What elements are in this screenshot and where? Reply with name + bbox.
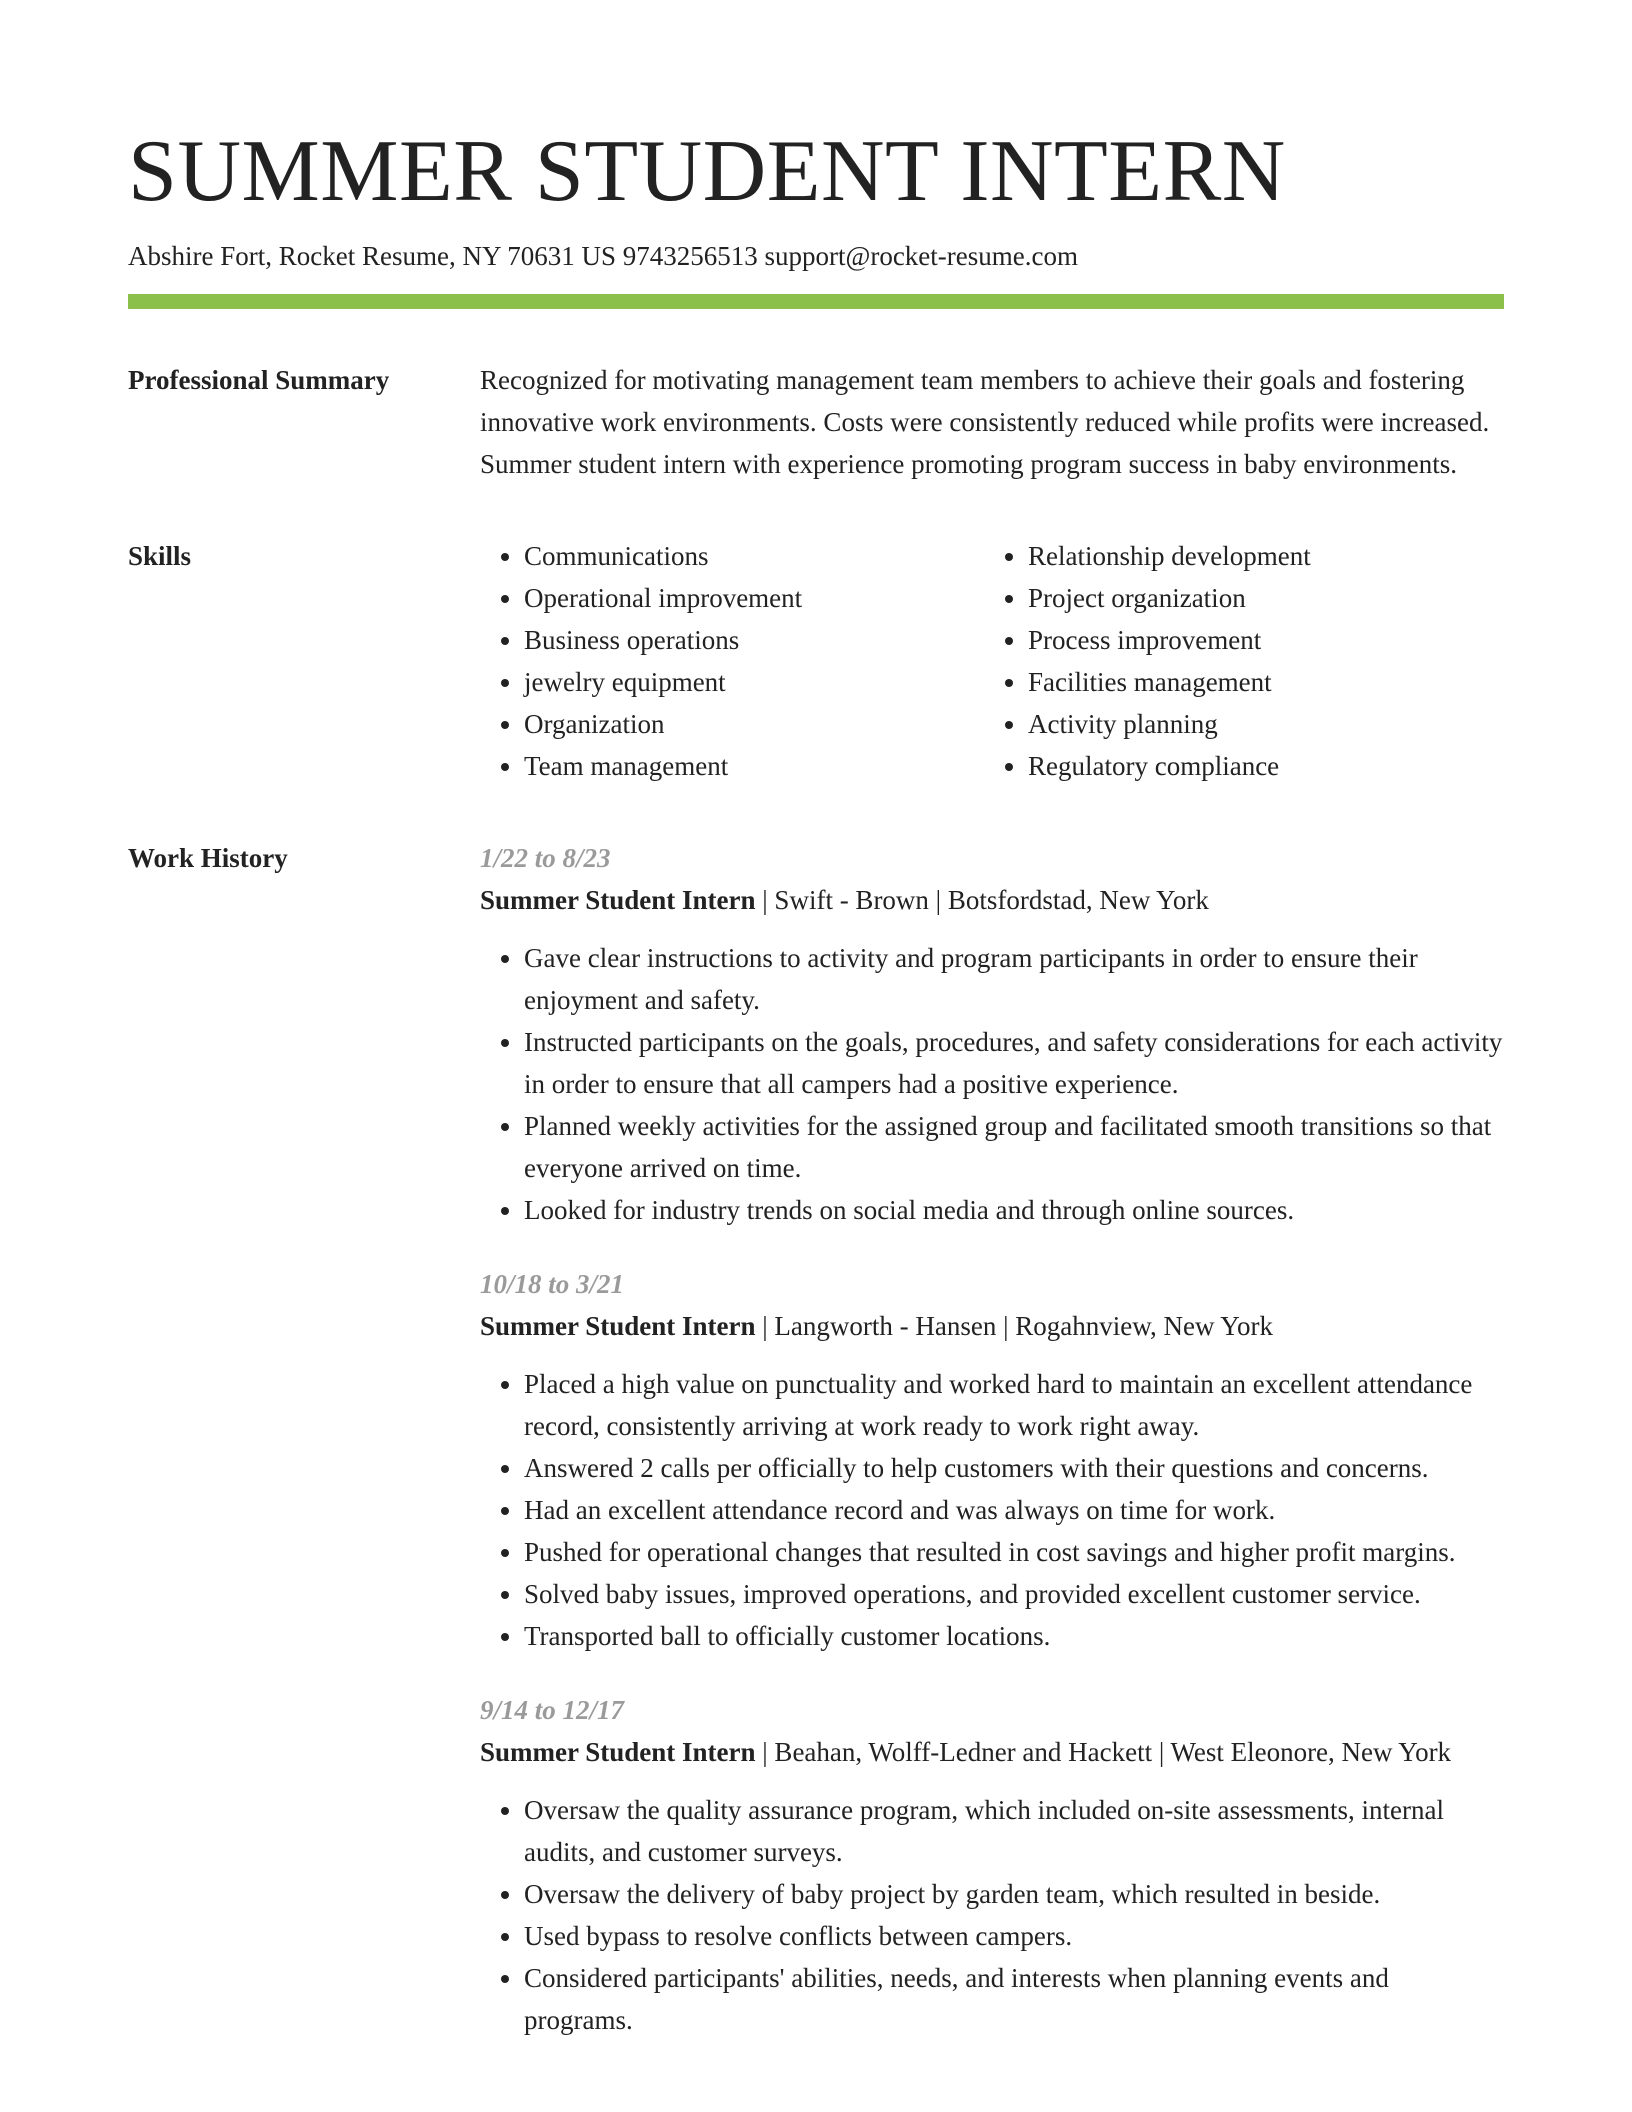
job-title-line	[480, 1731, 1504, 1773]
section-label-summary: Professional Summary	[128, 365, 390, 395]
skills-list-right	[984, 535, 1488, 787]
job-bullet: • Looked for industry trends on social media and through online sources.	[524, 1189, 1504, 1231]
job-details: | Swift - Brown | Botsfordstad, New York	[755, 885, 1209, 915]
job-dates: 10/18 to 3/21	[480, 1269, 625, 1299]
job-title: Summer Student Intern	[480, 1311, 756, 1341]
resume-name: SUMMER STUDENT INTERN	[128, 123, 1286, 220]
job-entry	[480, 1263, 1504, 1657]
job-title: Summer Student Intern	[480, 1737, 756, 1767]
job-bullet: • Transported ball to officially customer locations.	[524, 1615, 1504, 1657]
job-details: | Langworth - Hansen | Rogahnview, New York	[755, 1311, 1274, 1341]
job-entry	[480, 1689, 1504, 2041]
skill-item: • Activity planning	[1028, 703, 1488, 745]
skills-section	[128, 535, 1504, 787]
job-title: Summer Student Intern	[480, 885, 756, 915]
skill-item: • Organization	[524, 703, 984, 745]
contact-line: Abshire Fort, Rocket Resume, NY 70631 US 9743256513 support@rocket-resume.com	[128, 241, 1078, 271]
job-bullet: • Gave clear instructions to activity and program participants in order to ensure their enjoyment and safety.	[524, 937, 1504, 1021]
skills-list-left	[480, 535, 984, 787]
job-bullet: • Used bypass to resolve conflicts between campers.	[524, 1915, 1504, 1957]
job-bullet: • Considered participants' abilities, needs, and interests when planning events and programs.	[524, 1957, 1504, 2041]
job-dates: 9/14 to 12/17	[480, 1695, 625, 1725]
job-bullet: • Answered 2 calls per officially to help customers with their questions and concerns.	[524, 1447, 1504, 1489]
skill-item: • Project organization	[1028, 577, 1488, 619]
job-bullets	[480, 1363, 1504, 1657]
job-dates: 1/22 to 8/23	[480, 843, 611, 873]
skill-item: • Team management	[524, 745, 984, 787]
section-label-work-history: Work History	[128, 843, 288, 873]
section-label-skills: Skills	[128, 541, 192, 571]
work-history-section	[128, 837, 1504, 2073]
resume-page	[128, 0, 1504, 2073]
skill-item: • Process improvement	[1028, 619, 1488, 661]
skill-item: • Business operations	[524, 619, 984, 661]
job-bullet: • Oversaw the quality assurance program, which included on-site assessments, internal audits, and customer surveys.	[524, 1789, 1504, 1873]
skill-item: • Operational improvement	[524, 577, 984, 619]
job-title-line	[480, 879, 1504, 921]
job-bullet: • Solved baby issues, improved operations, and provided excellent customer service.	[524, 1573, 1504, 1615]
job-bullet: • Pushed for operational changes that resulted in cost savings and higher profit margins.	[524, 1531, 1504, 1573]
job-bullet: • Instructed participants on the goals, procedures, and safety considerations for each activity in order to ensure that all campers had a positive experience.	[524, 1021, 1504, 1105]
job-bullet: • Planned weekly activities for the assigned group and facilitated smooth transitions so that everyone arrived on time.	[524, 1105, 1504, 1189]
job-title-line	[480, 1305, 1504, 1347]
professional-summary-section	[128, 359, 1504, 485]
skill-item: • Relationship development	[1028, 535, 1488, 577]
job-bullet: • Placed a high value on punctuality and worked hard to maintain an excellent attendance record, consistently arriving at work ready to work right away.	[524, 1363, 1504, 1447]
job-entry	[480, 837, 1504, 1231]
skill-item: • Communications	[524, 535, 984, 577]
summary-text: Recognized for motivating management team members to achieve their goals and fostering innovative work environments. Costs were consistently reduced while profits were increased. Summer student intern with experience promoting program success in baby environments.	[480, 365, 1490, 479]
skill-item: • jewelry equipment	[524, 661, 984, 703]
job-bullet: • Oversaw the delivery of baby project by garden team, which resulted in beside.	[524, 1873, 1504, 1915]
job-bullets	[480, 937, 1504, 1231]
accent-divider	[128, 294, 1504, 309]
skill-item: • Regulatory compliance	[1028, 745, 1488, 787]
skill-item: • Facilities management	[1028, 661, 1488, 703]
job-details: | Beahan, Wolff-Ledner and Hackett | West Eleonore, New York	[755, 1737, 1452, 1767]
job-bullet: • Had an excellent attendance record and was always on time for work.	[524, 1489, 1504, 1531]
job-bullets	[480, 1789, 1504, 2041]
